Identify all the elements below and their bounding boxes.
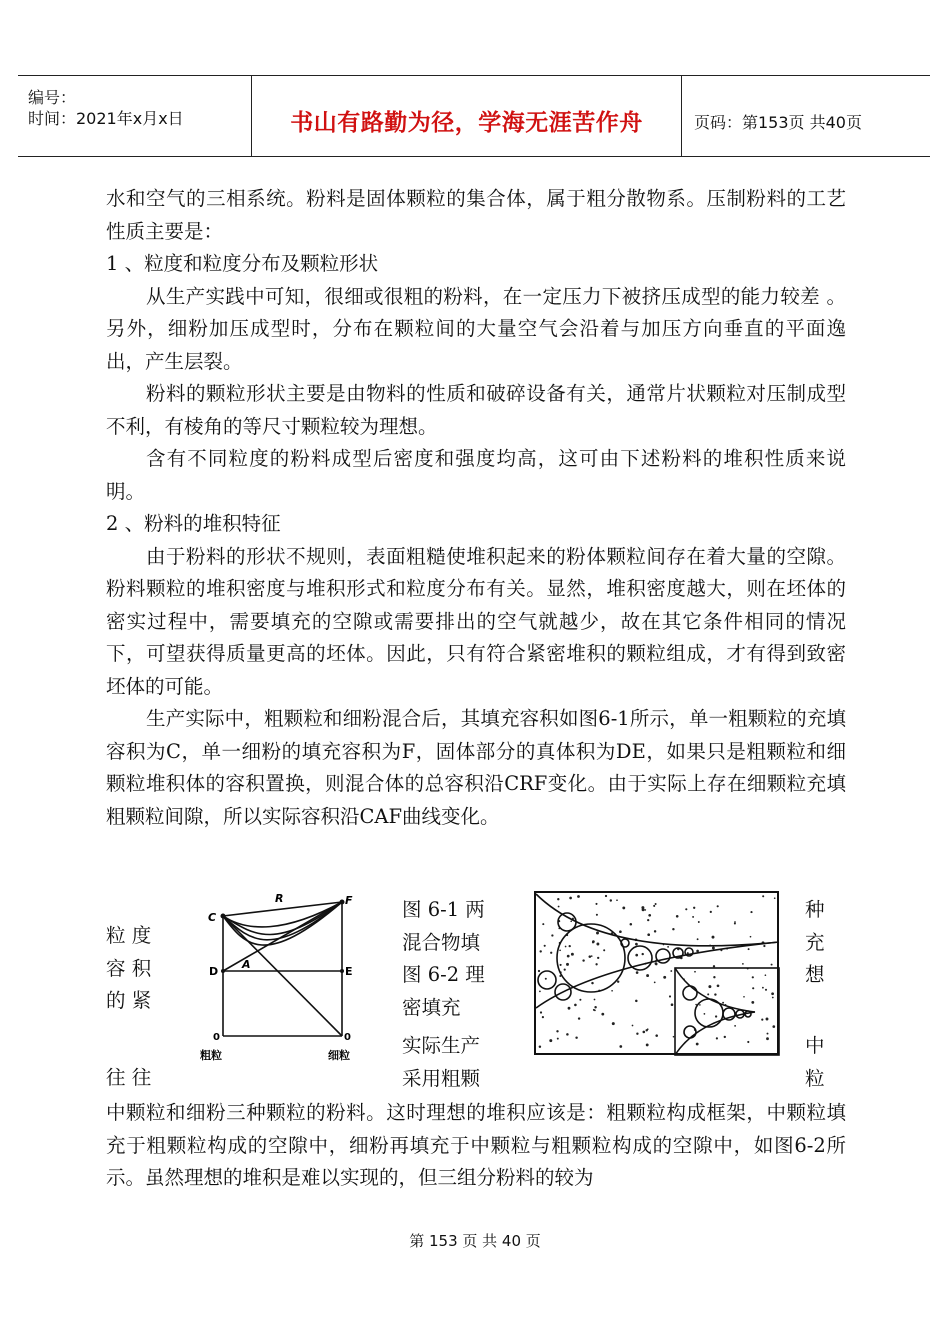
fine-particle-dot bbox=[636, 971, 639, 974]
fine-particle-dot bbox=[610, 899, 612, 901]
fine-particle-dot bbox=[642, 953, 644, 955]
fine-particle-dot bbox=[571, 953, 574, 956]
wrap-line: 的 紧 bbox=[106, 989, 152, 1012]
fine-particle-dot bbox=[635, 943, 638, 946]
paragraph: 水和空气的三相系统。粉料是固体颗粒的集合体，属于粗分散物系。压制粉料的工艺性质主要是： bbox=[106, 187, 846, 243]
fine-particle-dot bbox=[697, 938, 699, 940]
figure-caption-column bbox=[402, 894, 485, 1024]
fine-particle-dot bbox=[750, 936, 752, 938]
fine-particle-dot bbox=[551, 934, 553, 936]
fine-particle-dot bbox=[591, 955, 593, 957]
fine-particle-dot bbox=[595, 903, 597, 905]
label-c: C bbox=[208, 911, 217, 924]
caf-curve-1 bbox=[223, 902, 342, 935]
fine-particle-dot bbox=[762, 895, 764, 897]
wrap-line: 往 往 bbox=[106, 1066, 152, 1089]
fine-particle-dot bbox=[653, 905, 655, 907]
caption-line: 采用粗颗 bbox=[402, 1066, 481, 1090]
figure-wrap-text-left-bottom bbox=[106, 1062, 151, 1095]
paragraph: 生产实际中，粗颗粒和细粉混合后，其填充容积如图6-1所示，单一粗颗粒的充填容积为C，单一细粉的填充容积为F，固体部分的真体积为DE，如果只是粗颗粒和细颗粒堆积体的容积置换，则混合体的总容积沿CRF变化。由于实际上存在细颗粒充填粗颗粒间隙，所以实际容积沿CAF曲线变化。 bbox=[106, 707, 846, 828]
fine-particle-dot bbox=[714, 993, 716, 995]
fine-particle-dot bbox=[717, 905, 719, 907]
fine-particle-dot bbox=[646, 974, 649, 977]
fine-particle-dot bbox=[748, 948, 750, 950]
fine-particle-dot bbox=[766, 1018, 769, 1021]
label-zero-left: 0 bbox=[213, 1032, 220, 1043]
fine-particle-dot bbox=[646, 1043, 649, 1046]
fine-particle-dot bbox=[601, 1013, 604, 1016]
fine-particle-dot bbox=[712, 947, 715, 950]
fine-particle-dot bbox=[772, 1025, 775, 1028]
fine-particle-dot bbox=[539, 950, 541, 952]
caption-line: 密填充 bbox=[402, 995, 461, 1019]
fine-particle-dot bbox=[647, 1028, 649, 1030]
fine-particle-dot bbox=[559, 949, 561, 951]
fine-particle-dot bbox=[569, 897, 572, 900]
fine-particle-dot bbox=[538, 970, 540, 972]
fine-particle-dot bbox=[667, 946, 669, 948]
fine-particle-dot bbox=[596, 914, 598, 916]
paragraph: 含有不同粒度的粉料成型后密度和强度均高，这可由下述粉料的堆积性质来说明。 bbox=[106, 447, 846, 503]
fine-particle-dot bbox=[591, 982, 593, 984]
fine-particle-dot bbox=[622, 906, 625, 909]
figure-wrap-text-left bbox=[106, 920, 151, 1018]
fine-particle-dot bbox=[771, 964, 773, 966]
fine-particle-dot bbox=[765, 989, 767, 991]
fine-particle-dot bbox=[767, 1033, 769, 1035]
fine-particle-dot bbox=[574, 1004, 577, 1007]
fine-particle-dot bbox=[596, 932, 599, 935]
fine-particle-dot bbox=[542, 1016, 544, 1018]
wrap-line: 容 积 bbox=[106, 956, 152, 980]
fine-particle-dot bbox=[704, 1013, 706, 1015]
section-heading: 1 、粒度和粒度分布及颗粒形状 bbox=[106, 252, 379, 275]
fine-particle-dot bbox=[696, 950, 699, 953]
fine-particle-dot bbox=[669, 995, 671, 997]
document-number-label: 编号： bbox=[28, 88, 77, 107]
fine-particle-dot bbox=[594, 999, 596, 1001]
fine-particle-dot bbox=[596, 943, 599, 946]
coarse-fraction-line bbox=[223, 916, 342, 1036]
fine-particle-dot bbox=[632, 1025, 634, 1027]
wrap-line: 种 bbox=[805, 898, 825, 921]
fine-particle-dot bbox=[595, 963, 597, 965]
header-motto-cell bbox=[251, 76, 682, 156]
fine-particle-dot bbox=[752, 976, 754, 978]
fine-particle-dot bbox=[644, 909, 646, 911]
fine-particle-dot bbox=[570, 921, 572, 923]
paragraph: 由于粉料的形状不规则，表面粗糙使堆积起来的粉体颗粒间存在着大量的空隙。粉料颗粒的堆积密度与堆积形式和粒度分布有关。显然，堆积密度越大，则在坯体的密实过程中，需要填充的空隙或需要排出的空气就越少，故在其它条件相同的情况下，可望获得质量更高的坯体。因此，只有符合紧密堆积的颗粒组成，才有得到致密坯体的可能。 bbox=[106, 544, 846, 698]
fine-particle-dot bbox=[774, 897, 776, 899]
wrap-line: 粒 bbox=[805, 1066, 825, 1090]
fine-particle-dot bbox=[565, 946, 567, 948]
fine-particle-dot bbox=[752, 987, 754, 989]
fine-particle-dot bbox=[567, 955, 570, 958]
fine-particle-dot bbox=[594, 1006, 596, 1008]
label-a: A bbox=[242, 958, 251, 971]
fine-particle-dot bbox=[670, 970, 672, 972]
fine-particle-dot bbox=[589, 955, 592, 958]
paragraph: 中颗粒和细粉三种颗粒的粉料。这时理想的堆积应该是：粗颗粒构成框架，中颗粒填充于粗颗粒构成的空隙中，细粉再填充于中颗粒与粗颗粒构成的空隙中，如图6-2所示。虽然理想的堆积是难以实现的，但三组分粉料的较为 bbox=[106, 1101, 846, 1189]
fine-particle-dot bbox=[654, 982, 656, 984]
wrap-line: 想 bbox=[805, 963, 825, 986]
wrap-line: 粒 度 bbox=[106, 924, 152, 947]
fine-particle-dot bbox=[540, 1011, 542, 1013]
fine-particle-dot bbox=[655, 1034, 658, 1037]
fine-particle-dot bbox=[696, 1043, 699, 1046]
fine-particle-dot bbox=[568, 1007, 571, 1010]
fine-particle-dot bbox=[685, 908, 687, 910]
fine-particle-dot bbox=[558, 906, 560, 908]
fine-particle-dot bbox=[617, 981, 619, 983]
label-zero-right: 0 bbox=[344, 1032, 351, 1043]
fine-particle-dot bbox=[750, 911, 752, 913]
fine-particle-dot bbox=[569, 945, 571, 947]
figure-wrap-text-right-bottom bbox=[805, 1030, 825, 1095]
fine-particle-dot bbox=[593, 1009, 595, 1011]
fine-particle-dot bbox=[671, 1003, 674, 1006]
fine-particle-dot bbox=[654, 930, 656, 932]
figure-6-2-diagram bbox=[533, 890, 781, 1058]
figure-caption-column-bottom bbox=[402, 1030, 480, 1095]
fine-particle-dot bbox=[762, 987, 764, 989]
fine-particle-dot bbox=[713, 976, 715, 978]
fine-particle-dot bbox=[647, 933, 650, 936]
frame bbox=[535, 892, 778, 1054]
fine-particle-dot bbox=[539, 991, 541, 993]
fine-particle-dot bbox=[771, 992, 774, 995]
wrap-line: 中 bbox=[805, 1034, 825, 1057]
header-page-cell bbox=[682, 76, 930, 156]
x-label-coarse: 粗粒 bbox=[200, 1049, 222, 1062]
fine-particle-dot bbox=[564, 969, 566, 971]
point-f bbox=[340, 900, 345, 905]
caption-line: 图 6-2 理 bbox=[402, 963, 485, 986]
fine-particle-dot bbox=[578, 1017, 580, 1019]
figure-6-1-diagram bbox=[195, 888, 370, 1063]
fine-particle-dot bbox=[747, 1041, 749, 1043]
caption-line: 实际生产 bbox=[402, 1034, 481, 1057]
fine-particle-dot bbox=[699, 1004, 701, 1006]
header-page-info: 页码：第153页 共40页 bbox=[694, 113, 862, 132]
fine-particle-dot bbox=[712, 936, 715, 939]
fine-particle-dot bbox=[763, 945, 765, 947]
fine-particle-dot bbox=[545, 978, 547, 980]
document-date-label: 时间：2021年x月x日 bbox=[28, 109, 184, 128]
fine-particle-dot bbox=[557, 1038, 559, 1040]
header-motto: 书山有路勤为径，学海无涯苦作舟 bbox=[290, 110, 643, 136]
label-d: D bbox=[209, 965, 219, 978]
fine-particle-dot bbox=[550, 952, 552, 954]
fine-particle-dot bbox=[603, 949, 605, 951]
fine-particle-dot bbox=[611, 990, 613, 992]
fine-particle-dot bbox=[647, 919, 649, 921]
fine-particle-dot bbox=[743, 996, 745, 998]
fine-particle-dot bbox=[630, 923, 633, 926]
paragraph: 从生产实践中可知，很细或很粗的粉料，在一定压力下被挤压成型的能力较差 。另外，细粉加压成型时，分布在颗粒间的大量空气会沿着与加压方向垂直的平面逸出，产生层裂。 bbox=[106, 284, 846, 373]
fine-particle-dot bbox=[619, 1045, 622, 1048]
fine-particle-dot bbox=[663, 976, 666, 979]
fine-particle-dot bbox=[708, 985, 711, 988]
fine-particle-dot bbox=[648, 914, 651, 917]
label-e: E bbox=[345, 965, 353, 978]
fine-particle-dot bbox=[724, 1036, 726, 1038]
body-text-continued bbox=[106, 1097, 846, 1195]
fine-particle-dot bbox=[710, 911, 712, 913]
fine-particle-dot bbox=[542, 923, 544, 925]
fine-particle-dot bbox=[717, 984, 720, 987]
fine-particle-dot bbox=[742, 963, 744, 965]
fine-particle-dot bbox=[772, 997, 774, 999]
fine-particle-dot bbox=[557, 898, 559, 900]
caption-line: 混合物填 bbox=[402, 930, 481, 954]
fine-particle-dot bbox=[751, 1001, 754, 1004]
fine-particle-dot bbox=[605, 895, 607, 897]
fine-particle-dot bbox=[655, 903, 657, 905]
fine-particle-dot bbox=[612, 1022, 615, 1025]
fine-particle-dot bbox=[575, 1036, 577, 1038]
section-heading: 2 、粉料的堆积特征 bbox=[106, 512, 281, 535]
fine-particle-dot bbox=[672, 928, 674, 930]
label-f: F bbox=[345, 894, 353, 907]
fine-particle-dot bbox=[698, 921, 700, 923]
fine-particle-dot bbox=[544, 945, 546, 947]
figure-wrap-text-right bbox=[805, 894, 825, 992]
point-c bbox=[221, 914, 226, 919]
fine-particle-dot bbox=[673, 1036, 675, 1038]
point-e bbox=[340, 969, 344, 973]
fine-particle-dot bbox=[766, 1037, 769, 1040]
fine-particle-dot bbox=[592, 941, 594, 943]
caption-line: 图 6-1 两 bbox=[402, 898, 485, 921]
fine-particle-dot bbox=[597, 957, 599, 959]
point-d bbox=[221, 969, 225, 973]
header-meta-cell bbox=[18, 76, 250, 156]
x-label-fine: 细粒 bbox=[328, 1049, 350, 1062]
fine-particle-dot bbox=[616, 899, 618, 901]
fine-particle-dot bbox=[566, 1033, 569, 1036]
fine-particle-dot bbox=[692, 916, 694, 918]
fine-particle-dot bbox=[722, 1002, 724, 1004]
fine-particle-dot bbox=[641, 906, 644, 909]
fine-particle-dot bbox=[765, 974, 767, 976]
fine-particle-dot bbox=[642, 1031, 645, 1034]
page-footer: 第 153 页 共 40 页 bbox=[409, 1232, 541, 1250]
fine-particle-dot bbox=[655, 963, 657, 965]
fine-particle-dot bbox=[539, 1045, 541, 1047]
fine-particle-dot bbox=[707, 993, 709, 995]
body-text bbox=[106, 183, 846, 833]
fine-particle-dot bbox=[676, 915, 679, 918]
paragraph: 粉料的颗粒形状主要是由物料的性质和破碎设备有关，通常片状颗粒对压制成型不利，有棱角的等尺寸颗粒较为理想。 bbox=[106, 382, 846, 438]
fine-particle-dot bbox=[582, 959, 584, 961]
fine-particle-dot bbox=[635, 954, 638, 957]
fine-particle-dot bbox=[577, 895, 580, 898]
fine-particle-dot bbox=[566, 963, 569, 966]
fine-particle-dot bbox=[549, 1039, 552, 1042]
fine-particle-dot bbox=[560, 964, 562, 966]
wrap-line: 充 bbox=[805, 930, 825, 954]
fine-particle-dot bbox=[734, 1025, 736, 1027]
fine-particle-dot bbox=[694, 971, 696, 973]
fine-particle-dot bbox=[635, 1000, 638, 1003]
fine-particle-dot bbox=[556, 1030, 558, 1032]
fine-particle-dot bbox=[693, 907, 695, 909]
fine-particle-dot bbox=[734, 922, 736, 924]
fine-particle-dot bbox=[579, 999, 581, 1001]
fine-particle-dot bbox=[713, 965, 715, 967]
fine-particle-dot bbox=[761, 1019, 763, 1021]
page-header bbox=[18, 75, 930, 157]
fine-particle-dot bbox=[619, 930, 622, 933]
label-r: R bbox=[275, 892, 284, 905]
fine-particle-dot bbox=[636, 1033, 638, 1035]
fine-particle-dot bbox=[715, 1015, 717, 1017]
fine-particle-dot bbox=[716, 1037, 718, 1039]
